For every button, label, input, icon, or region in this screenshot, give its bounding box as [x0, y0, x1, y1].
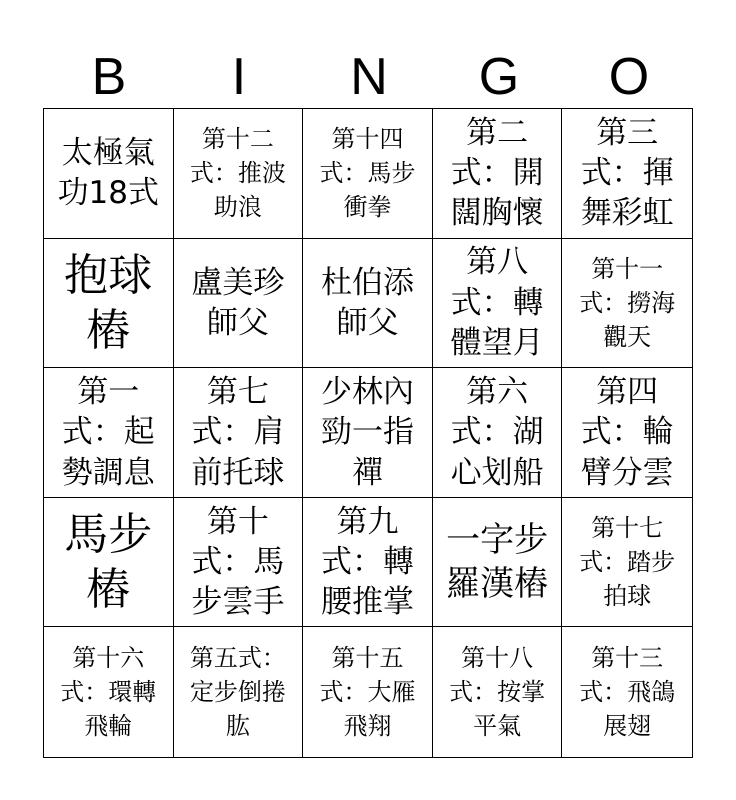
bingo-cell[interactable]: 第十七式：踏步拍球 — [562, 498, 692, 628]
bingo-header — [44, 48, 694, 106]
header-letter-o: O — [608, 48, 650, 106]
bingo-cell[interactable]: 第十八式：按掌平氣 — [433, 627, 563, 757]
bingo-board — [43, 108, 693, 758]
bingo-cell[interactable]: 一字步羅漢樁 — [433, 498, 563, 628]
bingo-cell[interactable]: 太極氣功18式 — [44, 109, 174, 239]
bingo-cell[interactable]: 第十式：馬步雲手 — [174, 498, 304, 628]
bingo-cell[interactable]: 第三式：揮舞彩虹 — [562, 109, 692, 239]
bingo-cell[interactable]: 第十二式：推波助浪 — [174, 109, 304, 239]
bingo-cell[interactable]: 少林內勁一指禪 — [303, 368, 433, 498]
bingo-cell[interactable]: 第十四式：馬步衝拳 — [303, 109, 433, 239]
header-letter-n: N — [350, 48, 388, 106]
bingo-cell[interactable]: 第五式：定步倒捲肱 — [174, 627, 304, 757]
header-letter-i: I — [231, 48, 247, 106]
bingo-cell[interactable]: 第十三式：飛鴿展翅 — [579, 644, 676, 741]
bingo-cell[interactable]: 第九式：轉腰推掌 — [303, 498, 433, 628]
bingo-cell[interactable]: 第一式：起勢調息 — [44, 368, 174, 498]
header-letter-g: G — [478, 48, 520, 106]
bingo-cell[interactable]: 抱球樁 — [44, 239, 174, 369]
bingo-cell[interactable]: 第十一式：撈海觀天 — [562, 239, 692, 369]
bingo-cell[interactable]: 第十六式：環轉飛輪 — [44, 627, 174, 757]
bingo-cell[interactable]: 盧美珍師父 — [174, 239, 304, 369]
bingo-cell[interactable]: 第二式：開闊胸懷 — [433, 109, 563, 239]
bingo-cell[interactable]: 杜伯添師父 — [303, 239, 433, 369]
bingo-cell[interactable]: 第六式：湖心划船 — [433, 368, 563, 498]
bingo-cell[interactable]: 第十五式：大雁飛翔 — [303, 627, 433, 757]
bingo-cell[interactable]: 第八式：轉體望月 — [433, 239, 563, 369]
bingo-cell[interactable]: 馬步樁 — [44, 498, 174, 628]
bingo-cell[interactable]: 第七式：肩前托球 — [174, 368, 304, 498]
bingo-cell[interactable]: 第四式：輪臂分雲 — [562, 368, 692, 498]
header-letter-b: B — [91, 48, 127, 106]
